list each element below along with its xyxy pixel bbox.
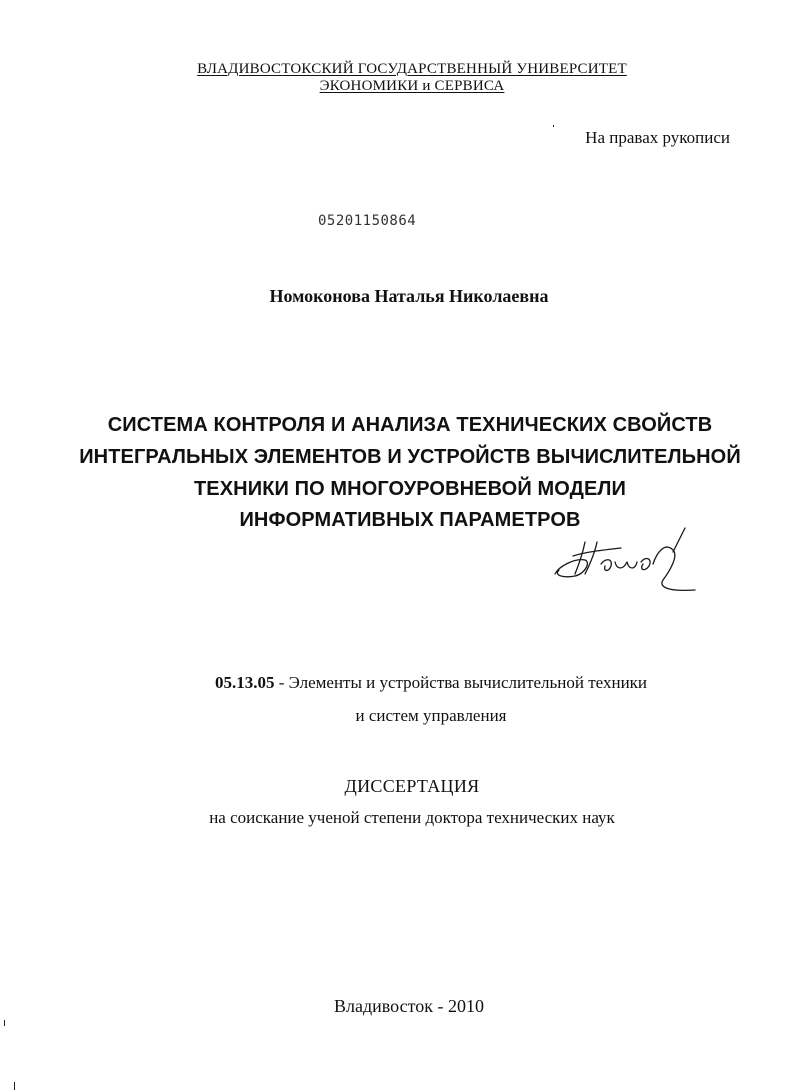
specialty-name-part1: - Элементы и устройства вычислительной техники <box>274 673 648 692</box>
author-name: Номоконова Наталья Николаевна <box>269 286 549 306</box>
specialty-line-1 <box>0 673 798 693</box>
scan-speck <box>14 1082 15 1090</box>
title-line-2: ИНТЕГРАЛЬНЫХ ЭЛЕМЕНТОВ И УСТРОЙСТВ ВЫЧИСЛИТЕЛЬНОЙ <box>79 446 741 468</box>
dissertation-label: ДИССЕРТАЦИЯ <box>344 776 480 796</box>
title-line-4: ИНФОРМАТИВНЫХ ПАРАМЕТРОВ <box>239 509 581 531</box>
title-line-1: СИСТЕМА КОНТРОЛЯ И АНАЛИЗА ТЕХНИЧЕСКИХ СВОЙСТВ <box>107 414 713 436</box>
manuscript-note: На правах рукописи <box>585 128 730 147</box>
scan-speck <box>4 1020 5 1026</box>
scan-speck <box>553 125 554 127</box>
city-year: Владивосток - 2010 <box>334 996 484 1016</box>
specialty-line-2: и систем управления <box>355 706 507 725</box>
library-stamp-number: 05201150864 <box>318 213 417 229</box>
signature-icon <box>545 522 705 602</box>
specialty-code: 05.13.05 <box>214 673 275 692</box>
institution-line-2: ЭКОНОМИКИ и СЕРВИСА <box>319 78 505 94</box>
institution-line-1: ВЛАДИВОСТОКСКИЙ ГОСУДАРСТВЕННЫЙ УНИВЕРСИТЕТ <box>197 61 627 77</box>
dissertation-purpose: на соискание ученой степени доктора технических наук <box>209 808 615 827</box>
title-line-3: ТЕХНИКИ ПО МНОГОУРОВНЕВОЙ МОДЕЛИ <box>193 478 627 500</box>
